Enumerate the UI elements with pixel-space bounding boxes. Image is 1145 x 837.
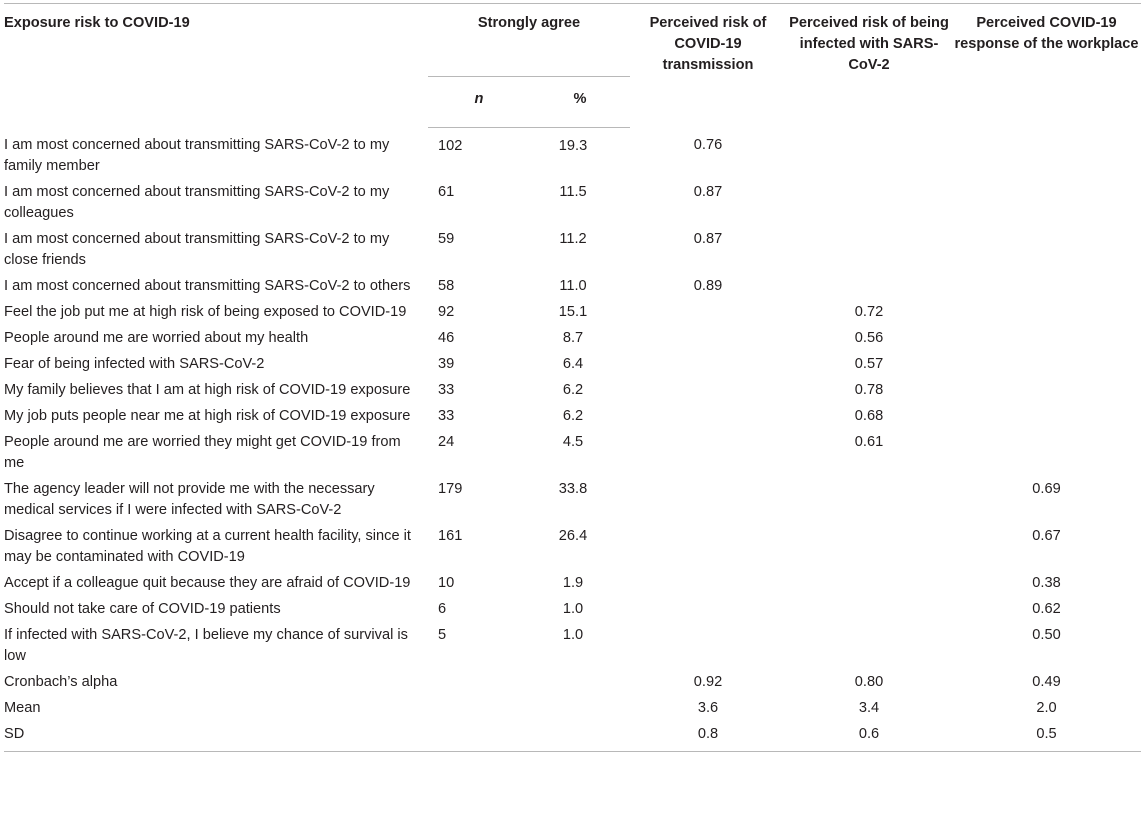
table-row	[4, 669, 1141, 695]
cell-n: 58	[438, 278, 455, 294]
cell-percent: 8.7	[562, 330, 584, 346]
cell-infected: 0.61	[854, 434, 884, 450]
cell-transmission	[630, 299, 786, 325]
cell-percent	[530, 669, 630, 695]
cell-n: 102	[438, 137, 463, 154]
cell-transmission	[630, 403, 786, 429]
cell-workplace	[952, 429, 1141, 476]
cell-infected: 0.72	[854, 304, 884, 320]
cell-infected	[786, 226, 952, 273]
cell-infected	[786, 127, 952, 179]
cell-transmission: 0.76	[693, 137, 723, 153]
row-label: Mean	[4, 700, 41, 716]
cell-infected: 0.57	[854, 356, 884, 372]
cell-transmission	[630, 351, 786, 377]
cell-infected	[786, 570, 952, 596]
header-infected: Perceived risk of being infected with SARS-CoV-2	[789, 15, 949, 73]
cell-workplace	[952, 179, 1141, 226]
row-label: My family believes that I am at high risk of COVID-19 exposure	[4, 382, 411, 398]
cell-percent: 15.1	[558, 304, 588, 320]
subheader-n: n	[428, 76, 530, 127]
row-label: I am most concerned about transmitting SARS-CoV-2 to my colleagues	[4, 184, 390, 221]
cell-percent: 1.9	[562, 575, 584, 591]
row-label: People around me are worried about my health	[4, 330, 309, 346]
cell-workplace	[952, 299, 1141, 325]
row-label: Accept if a colleague quit because they are afraid of COVID-19	[4, 575, 411, 591]
cell-n: 5	[438, 627, 447, 643]
row-label: I am most concerned about transmitting SARS-CoV-2 to my family member	[4, 137, 390, 174]
cell-transmission: 3.6	[697, 700, 719, 716]
cell-percent: 6.2	[562, 408, 584, 424]
cell-transmission	[630, 570, 786, 596]
table-row	[4, 325, 1141, 351]
cell-infected: 0.80	[854, 674, 884, 690]
cell-infected	[786, 523, 952, 570]
row-label: Cronbach’s alpha	[4, 674, 118, 690]
table-body	[4, 127, 1141, 752]
cell-n: 33	[438, 408, 455, 424]
row-label: My job puts people near me at high risk of COVID-19 exposure	[4, 408, 411, 424]
cell-transmission	[630, 476, 786, 523]
table-row	[4, 596, 1141, 622]
cell-workplace: 0.5	[952, 721, 1141, 752]
row-label: I am most concerned about transmitting SARS-CoV-2 to others	[4, 278, 411, 294]
cell-n: 59	[438, 231, 455, 247]
cell-workplace: 0.67	[1032, 528, 1061, 544]
cell-percent: 11.0	[559, 278, 587, 294]
cell-n: 24	[438, 434, 455, 450]
cell-n: 33	[438, 382, 455, 398]
table-row	[4, 226, 1141, 273]
row-label: If infected with SARS-CoV-2, I believe my chance of survival is low	[4, 627, 408, 664]
cell-infected: 3.4	[858, 700, 880, 716]
cell-infected	[786, 596, 952, 622]
cell-n: 92	[438, 304, 455, 320]
row-label: People around me are worried they might get COVID-19 from me	[4, 434, 401, 471]
cell-workplace: 0.62	[1032, 601, 1061, 617]
cell-workplace: 2.0	[1036, 700, 1057, 716]
cell-transmission	[630, 429, 786, 476]
table-row	[4, 273, 1141, 299]
cell-transmission: 0.89	[693, 278, 723, 294]
cell-transmission	[630, 596, 786, 622]
cell-n: 179	[438, 481, 463, 497]
table-row	[4, 523, 1141, 570]
cell-percent: 19.3	[558, 137, 588, 154]
cell-workplace: 0.50	[1032, 627, 1061, 643]
cell-percent: 6.2	[562, 382, 584, 398]
cell-percent: 33.8	[558, 481, 588, 497]
cell-n	[428, 695, 530, 721]
cell-transmission: 0.8	[630, 721, 786, 752]
cell-percent: 4.5	[562, 434, 584, 450]
cell-infected	[786, 273, 952, 299]
row-label: Disagree to continue working at a current health facility, since it may be contaminated with COVID-19	[4, 528, 411, 565]
row-label: Fear of being infected with SARS-CoV-2	[4, 356, 265, 372]
cell-infected: 0.78	[854, 382, 884, 398]
cell-percent: 26.4	[558, 528, 588, 544]
cell-n: 6	[438, 601, 447, 617]
cell-percent	[530, 695, 630, 721]
table-row	[4, 476, 1141, 523]
row-label: Should not take care of COVID-19 patients	[4, 601, 281, 617]
row-label: SD	[4, 721, 428, 752]
cell-workplace	[952, 226, 1141, 273]
exposure-risk-table	[4, 3, 1141, 752]
cell-n: 10	[438, 575, 455, 591]
table-row	[4, 351, 1141, 377]
header-exposure-risk: Exposure risk to COVID-19	[4, 15, 190, 31]
table-row	[4, 403, 1141, 429]
cell-percent: 11.2	[559, 231, 587, 247]
cell-workplace	[952, 377, 1141, 403]
table-row	[4, 622, 1141, 669]
cell-transmission	[630, 523, 786, 570]
table-row	[4, 721, 1141, 752]
table-row	[4, 570, 1141, 596]
cell-n: 46	[438, 330, 455, 346]
table-row	[4, 695, 1141, 721]
cell-infected: 0.56	[854, 330, 884, 346]
cell-n	[428, 721, 530, 752]
cell-infected	[786, 179, 952, 226]
cell-workplace	[952, 127, 1141, 179]
cell-transmission: 0.87	[693, 184, 723, 200]
subheader-percent: %	[530, 76, 630, 127]
cell-workplace	[952, 351, 1141, 377]
table-row	[4, 377, 1141, 403]
cell-n: 61	[438, 184, 455, 200]
cell-infected: 0.68	[854, 408, 884, 424]
header-workplace: Perceived COVID-19 response of the workplace	[954, 15, 1139, 52]
cell-percent: 1.0	[562, 627, 584, 643]
cell-percent: 1.0	[562, 601, 584, 617]
cell-workplace: 0.38	[1032, 575, 1061, 591]
cell-transmission: 0.92	[693, 674, 723, 690]
cell-workplace: 0.49	[1032, 674, 1061, 690]
cell-workplace	[952, 325, 1141, 351]
cell-transmission: 0.87	[693, 231, 723, 247]
cell-transmission	[630, 622, 786, 669]
cell-transmission	[630, 377, 786, 403]
cell-workplace: 0.69	[1032, 481, 1061, 497]
cell-infected	[786, 622, 952, 669]
row-label: The agency leader will not provide me with the necessary medical services if I were infected with SARS-CoV-2	[4, 481, 375, 518]
cell-infected	[786, 476, 952, 523]
table-row	[4, 179, 1141, 226]
table-row	[4, 299, 1141, 325]
cell-percent: 11.5	[559, 184, 587, 200]
cell-n: 39	[438, 356, 455, 372]
table-row	[4, 127, 1141, 179]
cell-n: 161	[438, 528, 463, 544]
table-row	[4, 429, 1141, 476]
cell-transmission	[630, 325, 786, 351]
cell-workplace	[952, 403, 1141, 429]
cell-n	[428, 669, 530, 695]
row-label: Feel the job put me at high risk of being exposed to COVID-19	[4, 304, 407, 320]
cell-percent	[530, 721, 630, 752]
row-label: I am most concerned about transmitting SARS-CoV-2 to my close friends	[4, 231, 390, 268]
header-strongly-agree: Strongly agree	[428, 4, 630, 76]
cell-infected: 0.6	[786, 721, 952, 752]
header-transmission: Perceived risk of COVID-19 transmission	[649, 15, 767, 73]
cell-workplace	[952, 273, 1141, 299]
cell-percent: 6.4	[562, 356, 584, 372]
